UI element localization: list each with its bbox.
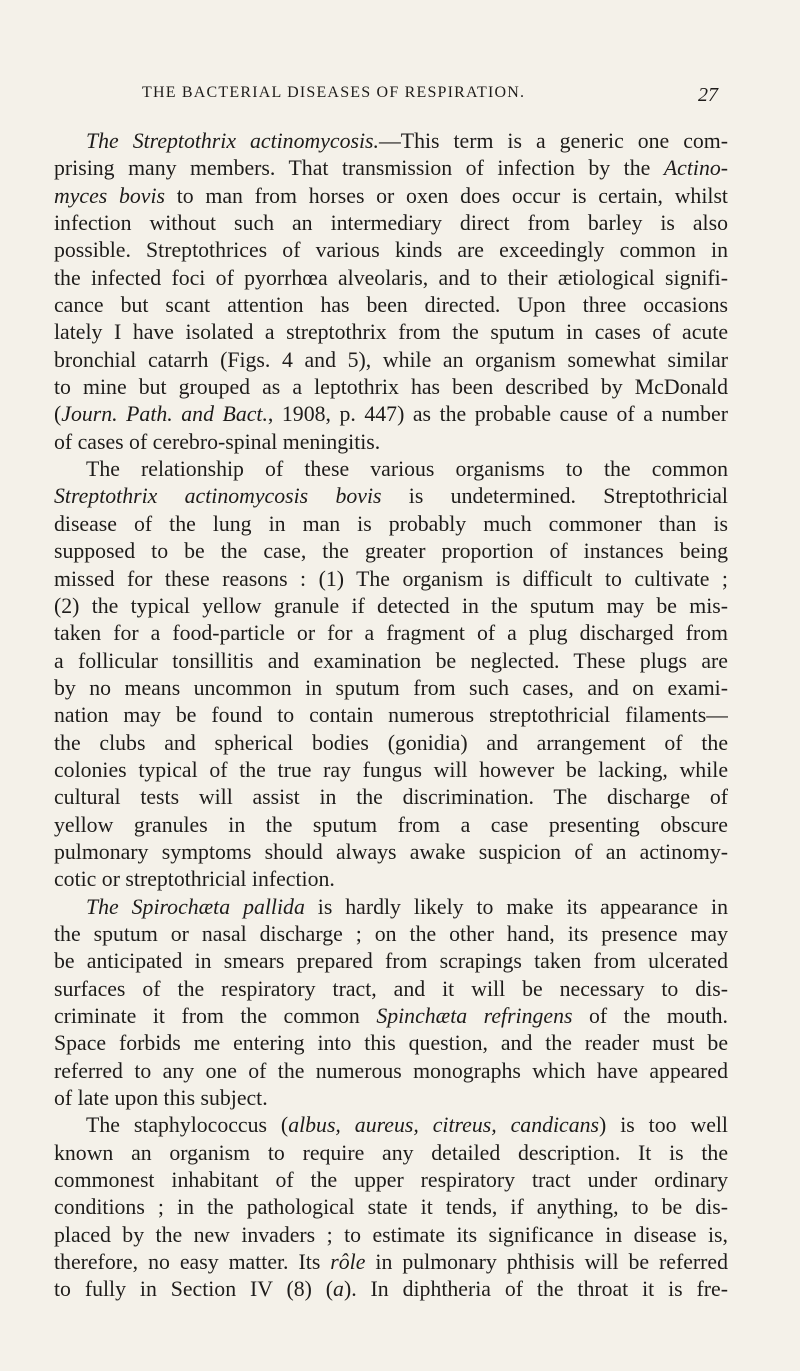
text-line <box>54 1167 728 1194</box>
italic-text: Spinchæta refringens <box>376 1004 573 1028</box>
text-segment: therefore, no easy matter. Its <box>54 1250 331 1275</box>
italic-text: a <box>333 1277 344 1302</box>
text-line <box>54 648 728 675</box>
text-segment: by no means uncommon in sputum from such cases, and on exami- <box>54 675 728 700</box>
text-line <box>54 237 728 264</box>
text-line <box>54 210 728 237</box>
text-line <box>54 265 728 292</box>
text-line <box>54 921 728 948</box>
text-segment: nation may be found to contain numerous streptothricial filaments— <box>54 703 728 728</box>
text-line <box>54 702 728 729</box>
text-line <box>54 347 728 374</box>
text-segment: is hardly likely to make its appearance in <box>304 894 728 919</box>
text-line <box>54 894 728 921</box>
page-number: 27 <box>698 84 718 106</box>
italic-text: albus, aureus, citreus, candicans <box>288 1113 599 1138</box>
text-segment: criminate it from the common <box>54 1004 377 1028</box>
text-segment: Space forbids me entering into this question, and the reader must be <box>54 1031 728 1056</box>
text-line <box>54 401 728 428</box>
text-line <box>54 1249 728 1276</box>
text-line <box>54 374 728 401</box>
italic-text: Actino- <box>663 156 728 181</box>
text-segment: taken for a food-particle or for a fragment of a plug discharged from <box>54 621 728 646</box>
text-line <box>54 1003 728 1030</box>
text-segment: to mine but grouped as a leptothrix has been described by McDonald <box>54 375 728 400</box>
text-line <box>54 1058 728 1085</box>
text-segment: ). In diphtheria of the throat it is fre- <box>343 1277 728 1302</box>
text-segment: , 1908, p. 447) as the probable cause of a number <box>267 402 728 427</box>
text-line <box>54 866 728 893</box>
body-text <box>54 128 728 1304</box>
text-line <box>54 1112 728 1139</box>
text-segment: cotic or streptothricial infection. <box>54 867 335 892</box>
text-segment: infection without such an intermediary direct from barley is also <box>54 211 728 236</box>
text-line <box>54 183 728 210</box>
text-segment: missed for these reasons : (1) The organism is difficult to cultivate ; <box>54 566 728 591</box>
text-segment: prising many members. That transmission of infection by the <box>54 156 664 181</box>
text-segment: The relationship of these various organisms to the common <box>86 457 728 482</box>
text-line <box>54 976 728 1003</box>
italic-text: myces bovis <box>54 183 165 208</box>
text-line <box>54 155 728 182</box>
text-segment: of late upon this subject. <box>54 1086 268 1111</box>
text-segment: possible. Streptothrices of various kinds are exceedingly common in <box>54 238 728 263</box>
text-line <box>54 1030 728 1057</box>
text-segment: bronchial catarrh (Figs. 4 and 5), while an organism somewhat similar <box>54 347 728 372</box>
text-segment: colonies typical of the true ray fungus will however be lacking, while <box>54 757 728 782</box>
text-segment: cance but scant attention has been directed. Upon three occasions <box>54 293 728 318</box>
text-line <box>54 538 728 565</box>
text-line <box>54 757 728 784</box>
text-segment: referred to any one of the numerous monographs which have appeared <box>54 1058 728 1083</box>
text-segment: to fully in Section IV (8) ( <box>54 1277 334 1302</box>
text-segment: of cases of cerebro-spinal meningitis. <box>54 429 381 454</box>
italic-text: rôle <box>330 1250 366 1275</box>
text-segment: The staphylococcus ( <box>86 1113 289 1138</box>
text-segment: lately I have isolated a streptothrix from the sputum in cases of acute <box>54 320 728 345</box>
text-segment: ( <box>54 402 62 427</box>
text-line <box>54 566 728 593</box>
italic-text: Streptothrix actinomycosis bovis <box>54 484 382 509</box>
running-head: THE BACTERIAL DISEASES OF RESPIRATION. <box>142 84 526 101</box>
text-segment: known an organism to require any detailed description. It is the <box>54 1140 728 1165</box>
text-segment: (2) the typical yellow granule if detected in the sputum may be mis- <box>54 593 728 618</box>
text-line <box>54 128 728 155</box>
text-line <box>54 948 728 975</box>
text-segment: disease of the lung in man is probably much commoner than is <box>54 511 728 536</box>
text-segment: conditions ; in the pathological state it tends, if anything, to be dis- <box>54 1195 728 1220</box>
text-line <box>54 1140 728 1167</box>
text-segment: surfaces of the respiratory tract, and it will be necessary to dis- <box>54 976 728 1001</box>
text-segment: placed by the new invaders ; to estimate its significance in disease is, <box>54 1222 728 1247</box>
text-line <box>54 456 728 483</box>
text-segment: commonest inhabitant of the upper respiratory tract under ordinary <box>54 1168 728 1193</box>
text-line <box>54 812 728 839</box>
text-line <box>54 1276 728 1303</box>
page-header <box>80 84 720 108</box>
text-line <box>54 319 728 346</box>
italic-text: Journ. Path. and Bact. <box>61 402 268 427</box>
text-line <box>54 483 728 510</box>
text-line <box>54 292 728 319</box>
text-segment: the sputum or nasal discharge ; on the other hand, its presence may <box>54 921 728 946</box>
text-line <box>54 429 728 456</box>
text-segment: be anticipated in smears prepared from scrapings taken from ulcerated <box>54 949 728 974</box>
text-line <box>54 620 728 647</box>
text-segment: of the mouth. <box>572 1004 728 1028</box>
text-segment: cultural tests will assist in the discrimination. The discharge of <box>54 785 728 810</box>
text-line <box>54 730 728 757</box>
text-segment: the clubs and spherical bodies (gonidia) and arrangement of the <box>54 730 728 755</box>
text-segment: pulmonary symptoms should always awake suspicion of an actinomy- <box>54 839 728 864</box>
text-line <box>54 839 728 866</box>
text-segment: a follicular tonsillitis and examination be neglected. These plugs are <box>54 648 728 673</box>
text-line <box>54 784 728 811</box>
italic-text: The Spirochæta pallida <box>86 894 305 919</box>
text-segment: to man from horses or oxen does occur is certain, whilst <box>164 183 728 208</box>
text-line <box>54 1085 728 1112</box>
text-line <box>54 511 728 538</box>
text-line <box>54 1194 728 1221</box>
text-segment: in pulmonary phthisis will be referred <box>365 1250 728 1275</box>
text-line <box>54 1222 728 1249</box>
text-segment: is undetermined. Streptothricial <box>381 484 728 509</box>
text-segment: —This term is a generic one com- <box>378 129 728 153</box>
text-segment: the infected foci of pyorrhœa alveolaris, and to their ætiological signifi- <box>54 265 728 290</box>
text-line <box>54 675 728 702</box>
italic-text: The Streptothrix actinomycosis. <box>86 129 379 153</box>
text-segment: yellow granules in the sputum from a case presenting obscure <box>54 812 728 837</box>
text-line <box>54 593 728 620</box>
text-segment: supposed to be the case, the greater proportion of instances being <box>54 539 728 564</box>
text-segment: ) is too well <box>599 1113 728 1138</box>
